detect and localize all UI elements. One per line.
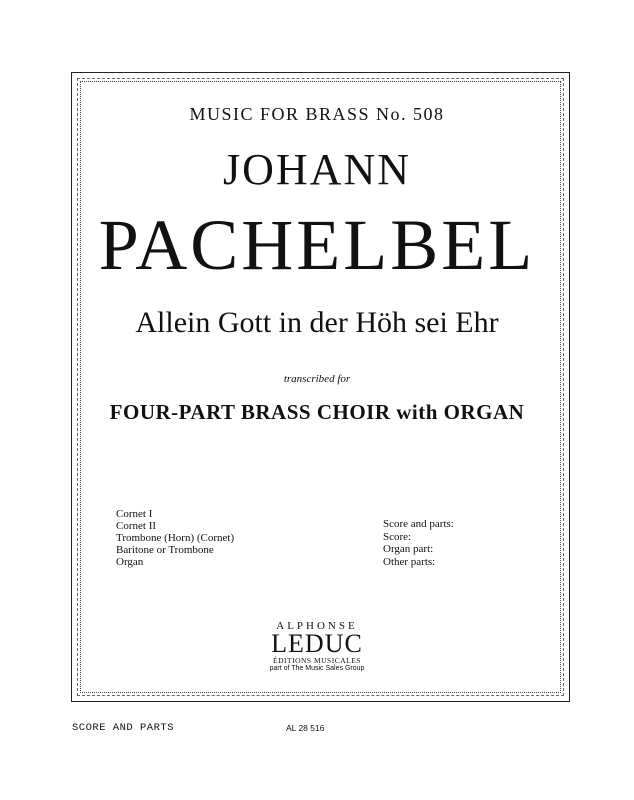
series-title: MUSIC FOR BRASS No. 508 — [189, 104, 445, 124]
price-item: Organ part: — [383, 543, 434, 555]
part-item: Trombone (Horn) (Cornet) — [116, 532, 235, 544]
publisher-leduc: LEDUC — [271, 629, 363, 658]
price-item: Score and parts: — [383, 518, 454, 530]
part-item: Organ — [116, 556, 144, 568]
part-item: Cornet I — [116, 508, 153, 520]
part-item: Cornet II — [116, 520, 157, 532]
publisher-editions: ÉDITIONS MUSICALES — [273, 656, 361, 665]
publisher-group: part of The Music Sales Group — [269, 665, 365, 672]
work-title: Allein Gott in der Höh sei Ehr — [135, 306, 499, 339]
publisher-logo — [0, 620, 634, 672]
composer-last-name: PACHELBEL — [98, 205, 536, 285]
publisher-alphonse: ALPHONSE — [276, 620, 358, 632]
ensemble: FOUR-PART BRASS CHOIR with ORGAN — [109, 400, 525, 424]
transcribed-for: transcribed for — [283, 373, 351, 385]
composer-first-name: JOHANN — [223, 145, 411, 194]
part-item: Baritone or Trombone — [116, 544, 214, 556]
price-item: Other parts: — [383, 555, 436, 568]
footer-label: SCORE AND PARTS — [72, 722, 175, 734]
catalog-number: AL 28 516 — [286, 723, 325, 733]
parts-list — [116, 508, 234, 568]
price-list — [383, 518, 454, 568]
price-item: Score: — [383, 530, 412, 543]
